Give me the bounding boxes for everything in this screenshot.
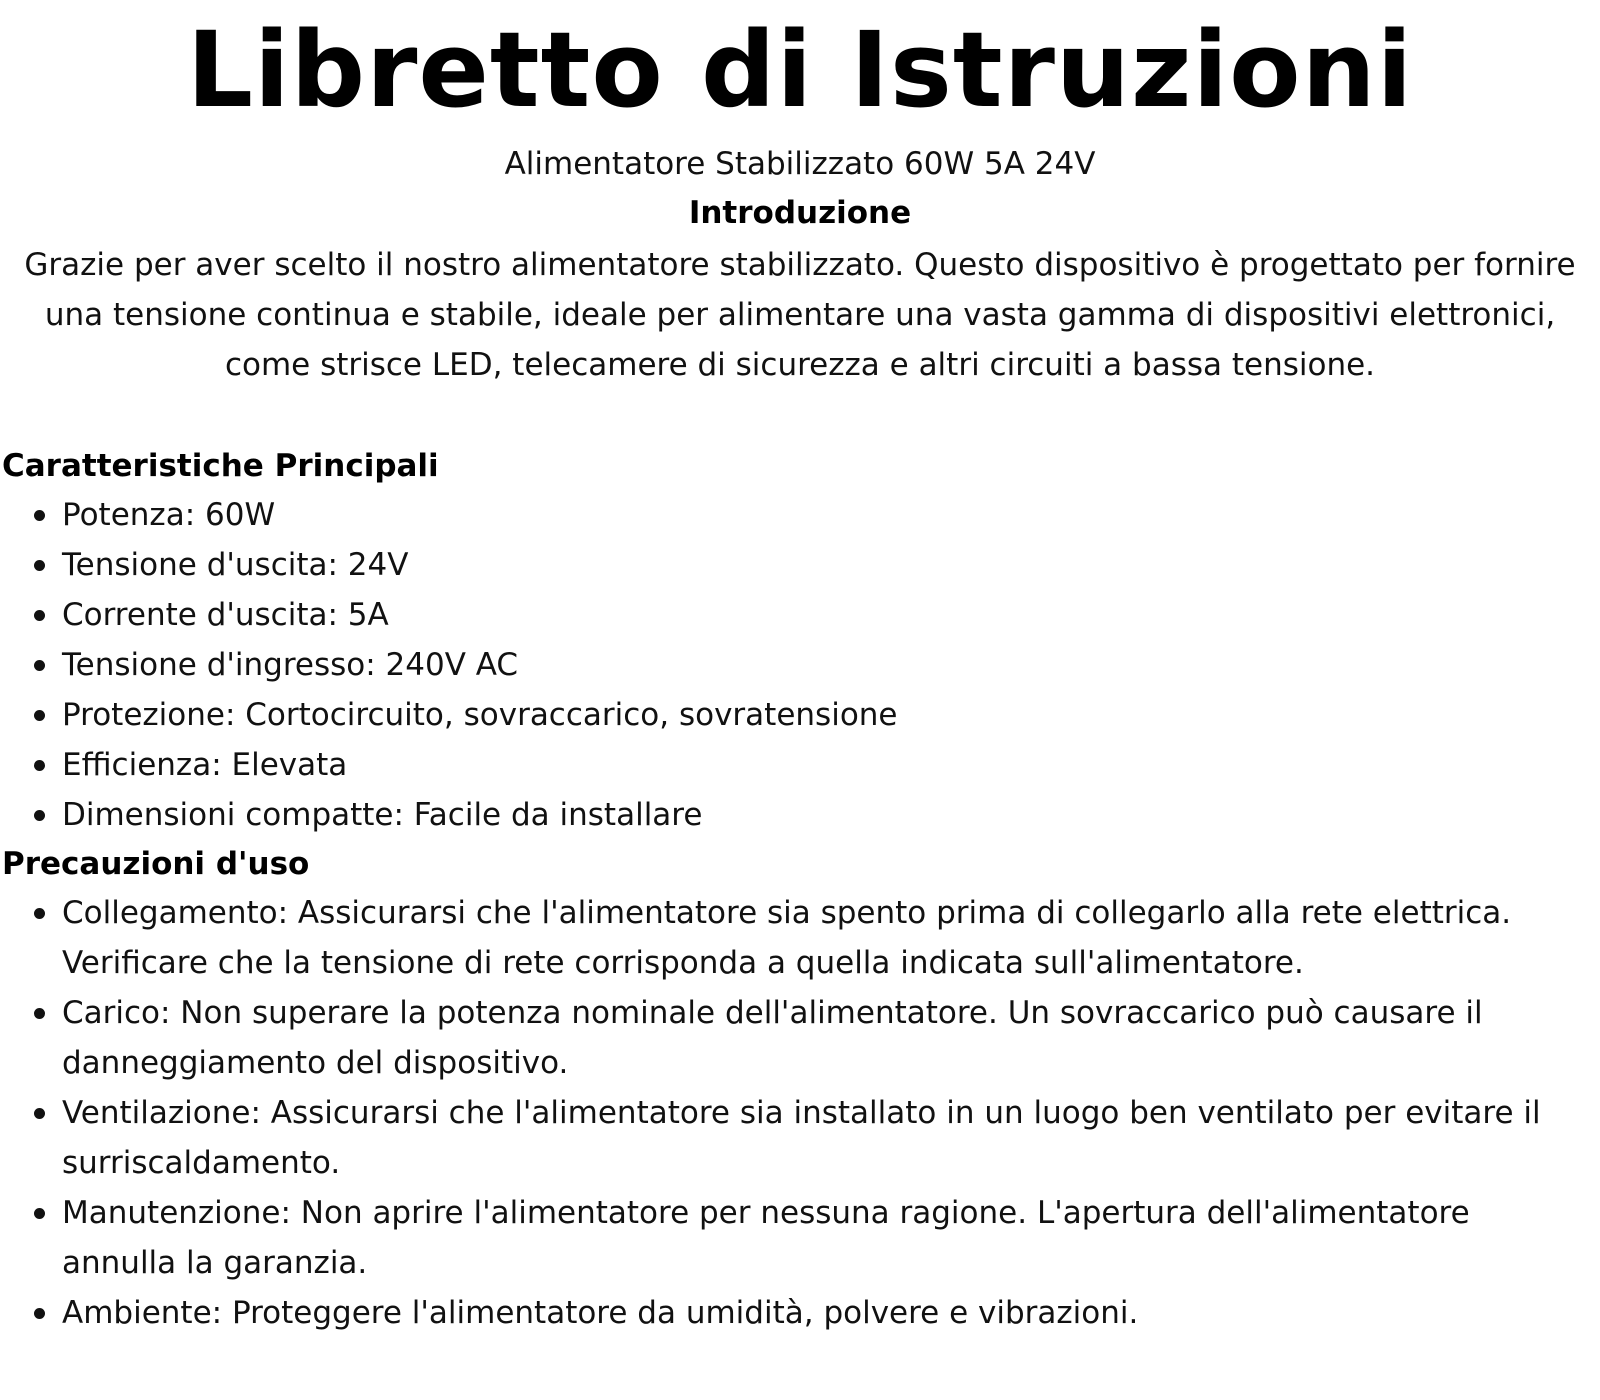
page-title: Libretto di Istruzioni	[186, 9, 1414, 131]
list-item: Collegamento: Assicurarsi che l'alimentatore sia spento prima di collegarlo alla rete elettrica. Verificare che la tensione di rete corrisponda a quella indicata sull'alimentatore.	[62, 888, 1590, 988]
list-item: Carico: Non superare la potenza nominale dell'alimentatore. Un sovraccarico può causare il danneggiamento del dispositivo.	[62, 988, 1590, 1088]
list-item: Ambiente: Proteggere l'alimentatore da umidità, polvere e vibrazioni.	[62, 1288, 1590, 1338]
introduction-text: Grazie per aver scelto il nostro alimentatore stabilizzato. Questo dispositivo è progettato per fornire una tensione continua e stabile, ideale per alimentare una vasta gamma di dispositivi elettronici, come strisce LED, telecamere di sicurezza e altri circuiti a bassa tensione.	[24, 247, 1576, 383]
precautions-section	[0, 840, 1600, 1338]
features-section	[0, 442, 1600, 840]
list-item: Tensione d'uscita: 24V	[62, 540, 1590, 590]
list-item: Dimensioni compatte: Facile da installare	[62, 790, 1590, 840]
list-item: Potenza: 60W	[62, 490, 1590, 540]
product-subtitle: Alimentatore Stabilizzato 60W 5A 24V	[504, 146, 1096, 182]
list-item: Tensione d'ingresso: 240V AC	[62, 640, 1590, 690]
list-item: Ventilazione: Assicurarsi che l'alimentatore sia installato in un luogo ben ventilato per evitare il surriscaldamento.	[62, 1088, 1590, 1188]
features-heading: Caratteristiche Principali	[2, 448, 439, 484]
list-item: Protezione: Cortocircuito, sovraccarico, sovratensione	[62, 690, 1590, 740]
introduction-heading: Introduzione	[688, 195, 912, 231]
list-item: Corrente d'uscita: 5A	[62, 590, 1590, 640]
precautions-list	[0, 888, 1600, 1338]
list-item: Efficienza: Elevata	[62, 740, 1590, 790]
features-list	[0, 490, 1600, 840]
precautions-heading: Precauzioni d'uso	[2, 846, 310, 882]
list-item: Manutenzione: Non aprire l'alimentatore per nessuna ragione. L'apertura dell'alimentatore annulla la garanzia.	[62, 1188, 1590, 1288]
